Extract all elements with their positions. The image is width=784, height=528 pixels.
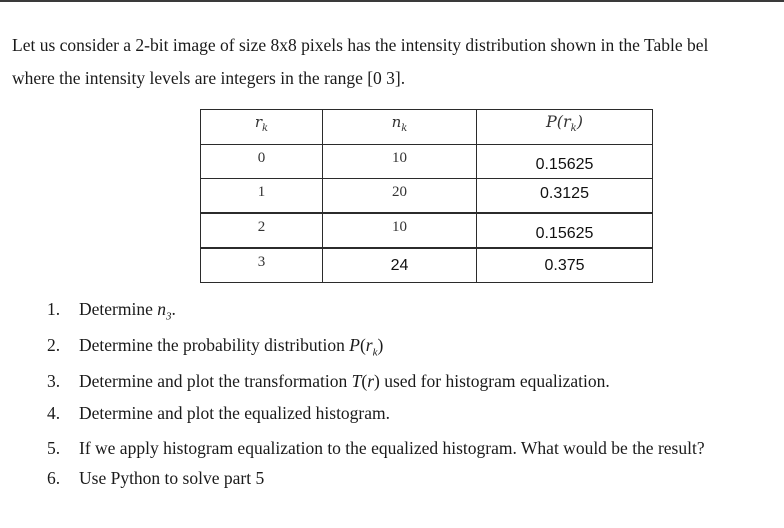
table-header-row <box>201 110 653 145</box>
table-row <box>201 248 653 283</box>
intensity-distribution-table <box>200 109 653 283</box>
cell-rk: 2 <box>257 218 266 235</box>
cell-nk: 24 <box>390 256 409 274</box>
list-number: 6. <box>47 468 61 488</box>
header-prk: $P(r_k)$ <box>477 110 653 145</box>
cell-rk: 1 <box>257 183 266 200</box>
list-number: 4. <box>47 403 61 423</box>
top-border-line <box>0 0 784 2</box>
cell-nk: 20 <box>392 183 407 200</box>
list-number: 5. <box>47 438 61 458</box>
intro-line-1: Let us consider a 2-bit image of size 8x8 pixels has the intensity distribution shown in the Table bel <box>12 35 709 55</box>
list-number: 2. <box>47 335 61 355</box>
cell-nk: 10 <box>392 149 407 166</box>
header-nk: $n_k$ <box>323 110 477 145</box>
cell-rk: 3 <box>257 253 266 270</box>
cell-rk: 0 <box>257 149 266 166</box>
cell-probability: 0.3125 <box>540 184 589 202</box>
cell-probability: 0.15625 <box>535 224 594 242</box>
list-number: 3. <box>47 371 61 391</box>
table-row <box>201 145 653 179</box>
list-number: 1. <box>47 299 61 319</box>
intro-line-2: where the intensity levels are integers in the range [0 3]. <box>12 68 406 88</box>
table-row <box>201 213 653 248</box>
header-rk: $r_k$ <box>201 110 323 145</box>
cell-probability: 0.15625 <box>535 155 594 173</box>
cell-probability: 0.375 <box>544 256 585 274</box>
table-row <box>201 179 653 214</box>
cell-nk: 10 <box>392 218 407 235</box>
